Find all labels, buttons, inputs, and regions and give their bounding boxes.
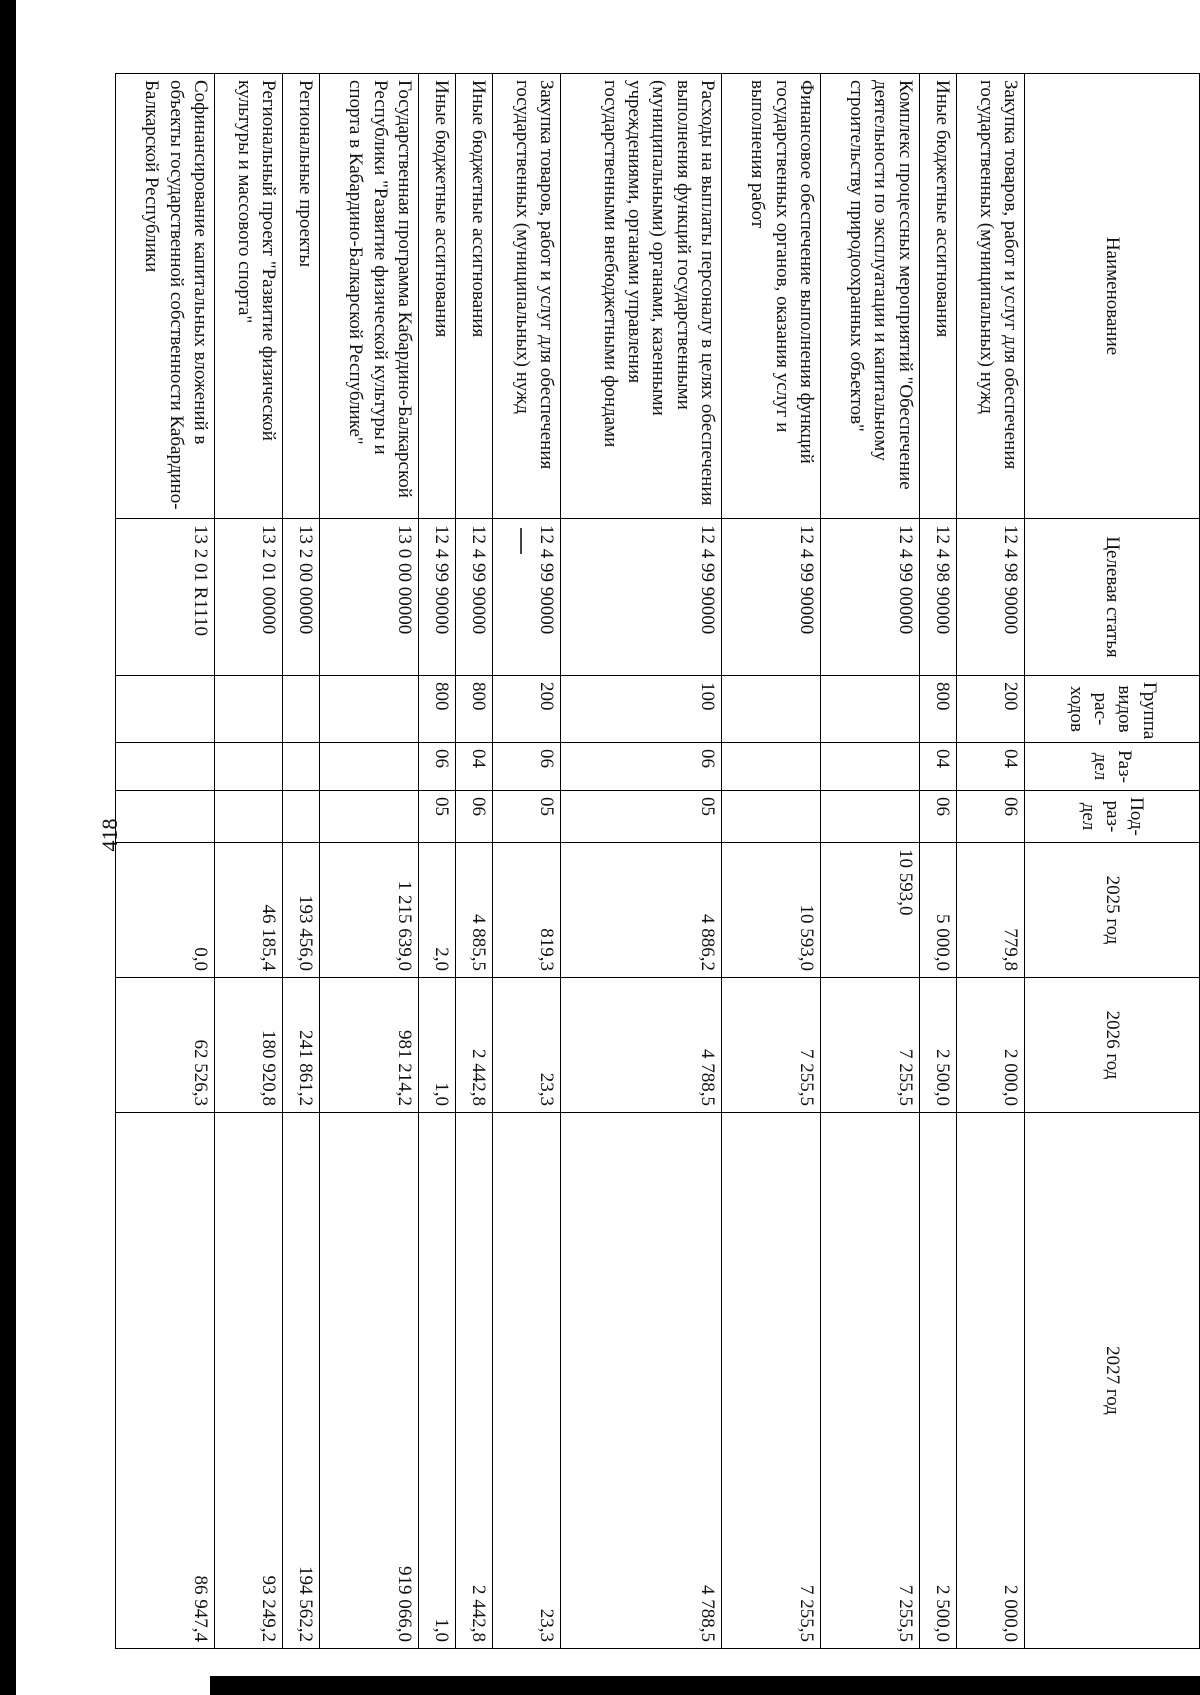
table-row (214, 74, 282, 1649)
cell-target: 13 2 01 R1110 (116, 519, 215, 676)
cell-section: 06 (493, 743, 561, 791)
cell-group (320, 676, 419, 743)
cell-name: Региональный проект "Развитие физической культуры и массового спорта" (214, 74, 282, 519)
cell-group: 100 (561, 676, 722, 743)
table-row (320, 74, 419, 1649)
table-row (919, 74, 956, 1649)
cell-subsection (320, 791, 419, 843)
table-row (282, 74, 319, 1649)
cell-section (282, 743, 319, 791)
table-row (722, 74, 821, 1649)
cell-2025: 10 593,0 (722, 843, 821, 978)
table-header-row (1025, 74, 1200, 1649)
cell-2025: 2,0 (419, 843, 456, 978)
cell-group (282, 676, 319, 743)
cell-name: Закупка товаров, работ и услуг для обеспечения государственных (муниципальных) нужд (493, 74, 561, 519)
cell-2027: 93 249,2 (214, 1113, 282, 1649)
cell-group (722, 676, 821, 743)
cell-2026: 2 442,8 (456, 978, 493, 1113)
header-group: Группа видов рас-ходов (1025, 676, 1200, 743)
table-row (956, 74, 1024, 1649)
cell-target: 13 0 00 00000 (320, 519, 419, 676)
cell-group: 200 (493, 676, 561, 743)
cell-subsection: 05 (493, 791, 561, 843)
cell-2025: 193 456,0 (282, 843, 319, 978)
cell-name: Финансовое обеспечение выполнения функций государственных органов, оказания услуг и выполнения работ (722, 74, 821, 519)
cell-name: Расходы на выплаты персоналу в целях обеспечения выполнения функций государственными (муниципальными) органами, казенными учреждениями, органами управления государственными внебюджетными фондами (561, 74, 722, 519)
cell-2026: 1,0 (419, 978, 456, 1113)
cell-2027: 2 500,0 (919, 1113, 956, 1649)
table-row (456, 74, 493, 1649)
table-row (561, 74, 722, 1649)
cell-2025: 10 593,0 (820, 843, 919, 978)
cell-name: Софинансирование капитальных вложений в объекты государственной собственности Кабардино-Балкарской Республики (116, 74, 215, 519)
cell-subsection (116, 791, 215, 843)
cell-2025: 4 885,5 (456, 843, 493, 978)
cell-target: 12 4 99 90000 (722, 519, 821, 676)
cell-2027: 919 066,0 (320, 1113, 419, 1649)
cell-2025: 0,0 (116, 843, 215, 978)
cell-group (820, 676, 919, 743)
cell-section (214, 743, 282, 791)
cell-2025: 819,3 (493, 843, 561, 978)
cell-section (722, 743, 821, 791)
cell-subsection: 06 (919, 791, 956, 843)
budget-table (115, 73, 1200, 1649)
cell-target: 12 4 99 00000 (820, 519, 919, 676)
cell-group (116, 676, 215, 743)
cell-2027: 2 000,0 (956, 1113, 1024, 1649)
cell-2026: 62 526,3 (116, 978, 215, 1113)
cell-target: 12 4 98 90000 (956, 519, 1024, 676)
cell-section: 04 (456, 743, 493, 791)
table-row (116, 74, 215, 1649)
cell-subsection (820, 791, 919, 843)
cell-target: 12 4 98 90000 (919, 519, 956, 676)
cell-group (214, 676, 282, 743)
scan-bottom-edge (210, 1676, 1200, 1695)
header-2026: 2026 год (1025, 978, 1200, 1113)
cell-2026: 981 214,2 (320, 978, 419, 1113)
cell-2025: 5 000,0 (919, 843, 956, 978)
cell-2025: 779,8 (956, 843, 1024, 978)
cell-section: 04 (919, 743, 956, 791)
header-target: Целевая статья (1025, 519, 1200, 676)
cell-group: 800 (419, 676, 456, 743)
cell-2025: 1 215 639,0 (320, 843, 419, 978)
cell-target: 13 2 00 00000 (282, 519, 319, 676)
cell-2027: 2 442,8 (456, 1113, 493, 1649)
cell-target: 12 4 99 90000 (493, 519, 561, 676)
cell-2026: 2 500,0 (919, 978, 956, 1113)
cell-section: 06 (419, 743, 456, 791)
header-section: Раз-дел (1025, 743, 1200, 791)
cell-name: Региональные проекты (282, 74, 319, 519)
cell-subsection (214, 791, 282, 843)
cell-2025: 4 886,2 (561, 843, 722, 978)
cell-name: Иные бюджетные ассигнования (919, 74, 956, 519)
cell-section (116, 743, 215, 791)
cell-2026: 4 788,5 (561, 978, 722, 1113)
cell-subsection: 05 (419, 791, 456, 843)
cell-target: 12 4 99 90000 (561, 519, 722, 676)
cell-target: 12 4 99 90000 (456, 519, 493, 676)
cell-2026: 2 000,0 (956, 978, 1024, 1113)
table-row (820, 74, 919, 1649)
cell-subsection (282, 791, 319, 843)
cell-section: 04 (956, 743, 1024, 791)
header-subsection: Под-раз-дел (1025, 791, 1200, 843)
cell-2026: 7 255,5 (820, 978, 919, 1113)
header-2025: 2025 год (1025, 843, 1200, 978)
cell-target: 12 4 99 90000 (419, 519, 456, 676)
cell-name: Комплекс процессных мероприятий "Обеспечение деятельности по эксплуатации и капитальному строительству природоохранных объектов" (820, 74, 919, 519)
scan-left-edge (0, 0, 16, 1695)
cell-2027: 1,0 (419, 1113, 456, 1649)
cell-subsection: 06 (956, 791, 1024, 843)
header-name: Наименование (1025, 74, 1200, 519)
cell-2027: 194 562,2 (282, 1113, 319, 1649)
cell-section (320, 743, 419, 791)
cell-2026: 23,3 (493, 978, 561, 1113)
rotated-page-content (115, 73, 1200, 1648)
table-row (493, 74, 561, 1649)
cell-name: Иные бюджетные ассигнования (456, 74, 493, 519)
cell-section: 06 (561, 743, 722, 791)
cell-name: Государственная программа Кабардино-Балкарской Республики "Развитие физической культуры и спорта в Кабардино-Балкарской Республике" (320, 74, 419, 519)
cell-group: 200 (956, 676, 1024, 743)
cell-target: 13 2 01 00000 (214, 519, 282, 676)
cell-2027: 86 947,4 (116, 1113, 215, 1649)
header-2027: 2027 год (1025, 1113, 1200, 1649)
cell-2026: 241 861,2 (282, 978, 319, 1113)
cell-subsection: 05 (561, 791, 722, 843)
cell-2027: 7 255,5 (820, 1113, 919, 1649)
cell-subsection (722, 791, 821, 843)
cell-2027: 7 255,5 (722, 1113, 821, 1649)
cell-name: Закупка товаров, работ и услуг для обеспечения государственных (муниципальных) нужд (956, 74, 1024, 519)
cell-2026: 7 255,5 (722, 978, 821, 1113)
cell-2027: 23,3 (493, 1113, 561, 1649)
cell-group: 800 (919, 676, 956, 743)
cell-group: 800 (456, 676, 493, 743)
cell-2025: 46 185,4 (214, 843, 282, 978)
cell-subsection: 06 (456, 791, 493, 843)
cell-section (820, 743, 919, 791)
cell-2026: 180 920,8 (214, 978, 282, 1113)
page-number: 418 (97, 818, 122, 852)
table-row (419, 74, 456, 1649)
cell-2027: 4 788,5 (561, 1113, 722, 1649)
cell-name: Иные бюджетные ассигнования (419, 74, 456, 519)
